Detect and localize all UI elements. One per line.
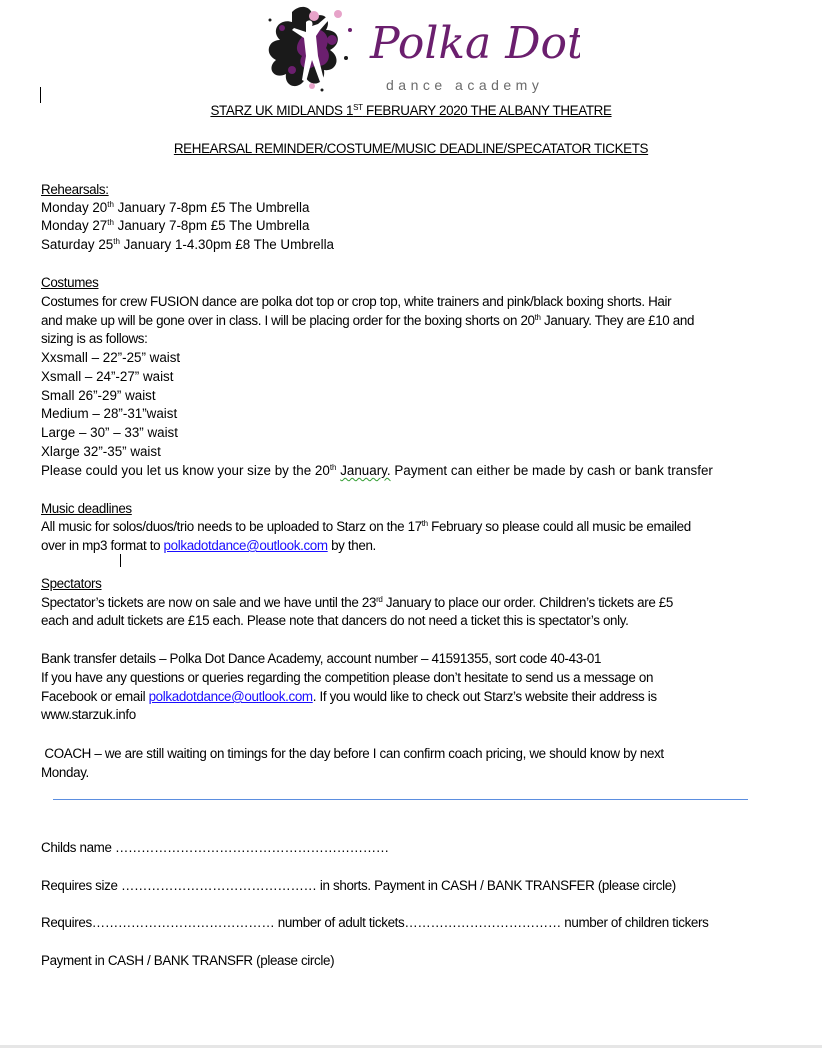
- page-title: STARZ UK MIDLANDS 1ST FEBRUARY 2020 THE ALBANY THEATRE: [210, 103, 612, 118]
- requires-size-field: Requires size ……………………………………… in shorts. Payment in CASH / BANK TRANSFER (please circle): [41, 878, 676, 893]
- brand-name: Polka Dot: [370, 18, 580, 69]
- text-cursor: [40, 87, 41, 103]
- email-link[interactable]: polkadotdance@outlook.com: [163, 538, 328, 553]
- spectators-heading: Spectators: [41, 576, 102, 591]
- dancer-splash-icon: [262, 0, 580, 96]
- spellcheck-flag[interactable]: January.: [340, 463, 391, 478]
- costumes-heading: Costumes: [41, 275, 99, 290]
- size-item: Xsmall – 24”-27” waist: [41, 369, 174, 384]
- polka-dot-logo: [262, 0, 580, 96]
- contact-paragraph-line: If you have any questions or queries regarding the competition please don’t hesitate to send us a message on: [41, 670, 654, 685]
- bank-details: Bank transfer details – Polka Dot Dance Academy, account number – 41591355, sort code 40-43-01: [41, 651, 602, 666]
- costumes-paragraph-line: and make up will be gone over in class. I will be placing order for the boxing shorts on 20th January. They are £10 and: [41, 313, 695, 328]
- contact-paragraph-line: Facebook or email polkadotdance@outlook.com. If you would like to check out Starz’s website their address is: [41, 689, 657, 704]
- email-link[interactable]: polkadotdance@outlook.com: [148, 689, 313, 704]
- spectators-paragraph-line: each and adult tickets are £15 each. Please note that dancers do not need a ticket this is spectator’s only.: [41, 613, 629, 628]
- rehearsals-heading: Rehearsals:: [41, 182, 109, 197]
- divider-line: [53, 799, 748, 800]
- music-paragraph-line: over in mp3 format to polkadotdance@outlook.com by then.: [41, 538, 376, 553]
- requires-tickets-field: Requires…………………………………… number of adult tickets……………………………… number of children tickers: [41, 915, 709, 930]
- music-heading: Music deadlines: [41, 501, 132, 516]
- mouse-ibeam-cursor: [120, 554, 121, 567]
- music-paragraph-line: All music for solos/duos/trio needs to be uploaded to Starz on the 17th February so please could all music be emailed: [41, 519, 691, 534]
- costumes-closing: Please could you let us know your size by the 20th January. Payment can either be made by cash or bank transfer: [41, 463, 713, 478]
- size-item: Xlarge 32”-35” waist: [41, 444, 161, 459]
- coach-paragraph-line: Monday.: [41, 765, 89, 780]
- rehearsal-item: Monday 20th January 7-8pm £5 The Umbrella: [41, 200, 310, 215]
- size-item: Medium – 28”-31”waist: [41, 406, 178, 421]
- rehearsal-item: Saturday 25th January 1-4.30pm £8 The Umbrella: [41, 237, 335, 252]
- brand-tagline: dance academy: [386, 77, 544, 93]
- payment-method-field: Payment in CASH / BANK TRANSFR (please circle): [41, 953, 335, 968]
- childs-name-field: Childs name ………………………………………………………: [41, 840, 389, 855]
- page-subtitle: REHEARSAL REMINDER/COSTUME/MUSIC DEADLINE/SPECATATOR TICKETS: [173, 141, 649, 156]
- rehearsal-item: Monday 27th January 7-8pm £5 The Umbrella: [41, 218, 310, 233]
- size-item: Xxsmall – 22”-25” waist: [41, 350, 181, 365]
- coach-paragraph-line: COACH – we are still waiting on timings for the day before I can confirm coach pricing, we should know by next: [41, 746, 664, 761]
- spectators-paragraph-line: Spectator’s tickets are now on sale and we have until the 23rd January to place our order. Children’s tickets are £5: [41, 595, 673, 610]
- costumes-paragraph-line: Costumes for crew FUSION dance are polka dot top or crop top, white trainers and pink/black boxing shorts. Hair: [41, 294, 672, 309]
- website-text: www.starzuk.info: [41, 707, 136, 722]
- size-item: Small 26”-29” waist: [41, 388, 156, 403]
- costumes-paragraph-line: sizing is as follows:: [41, 331, 148, 346]
- size-item: Large – 30” – 33” waist: [41, 425, 178, 440]
